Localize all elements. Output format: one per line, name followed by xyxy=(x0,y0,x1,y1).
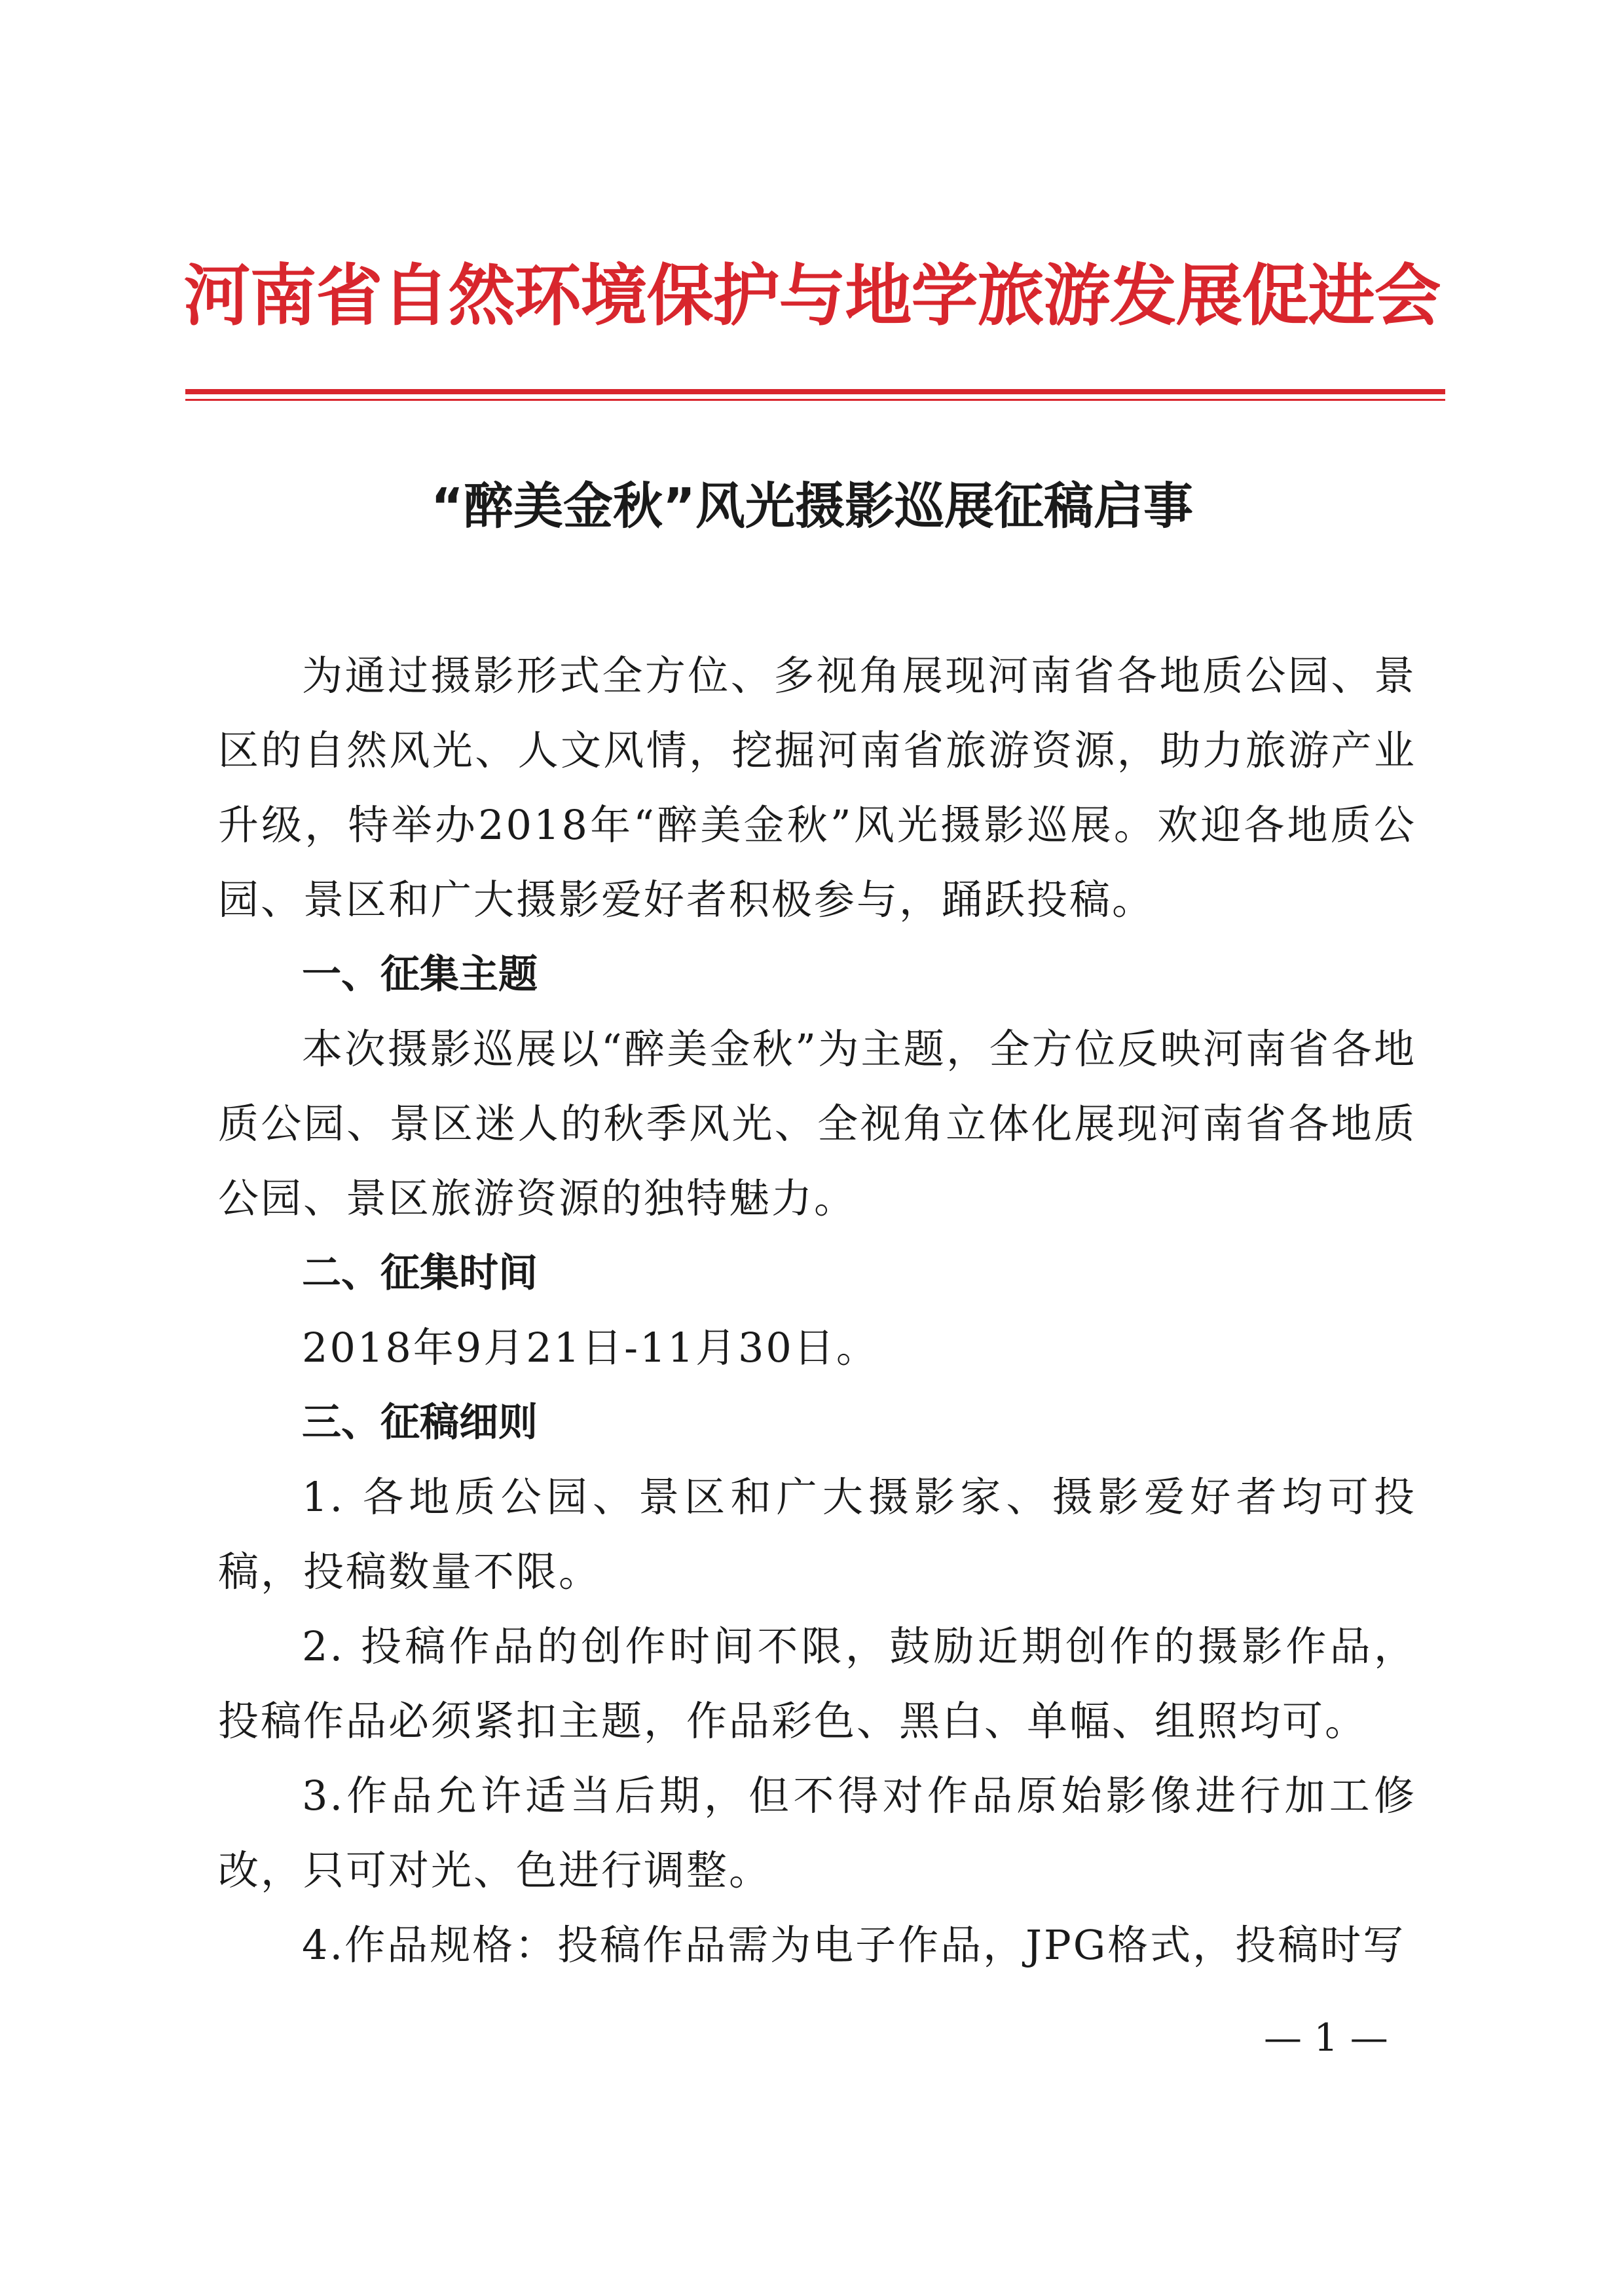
section-text-time: 2018年9月21日-11月30日。 xyxy=(302,1324,879,1371)
document-body xyxy=(218,639,1416,1983)
org-header: 河南省自然环境保护与地学旅游发展促进会 xyxy=(183,257,1441,335)
header-rule xyxy=(185,389,1445,394)
rule-item-4: 4.作品规格：投稿作品需为电子作品，JPG格式，投稿时写 xyxy=(302,1921,1406,1969)
section-heading-theme: 一、征集主题 xyxy=(302,952,538,998)
section-text-theme: 本次摄影巡展以“醉美金秋”为主题，全方位反映河南省各地质公园、景区迷人的秋季风光、全视角立体化展现河南省各地质公园、景区旅游资源的独特魅力。 xyxy=(218,1025,1416,1222)
section-heading-rules: 三、征稿细则 xyxy=(302,1400,538,1446)
rule-item-1: 1. 各地质公园、景区和广大摄影家、摄影爱好者均可投稿，投稿数量不限。 xyxy=(218,1473,1416,1595)
header-rule-thin xyxy=(185,399,1445,401)
intro-paragraph: 为通过摄影形式全方位、多视角展现河南省各地质公园、景区的自然风光、人文风情，挖掘河南省旅游资源，助力旅游产业升级，特举办2018年“醉美金秋”风光摄影巡展。欢迎各地质公园、景区和广大摄影爱好者积极参与，踊跃投稿。 xyxy=(218,652,1416,924)
section-heading-time: 二、征集时间 xyxy=(302,1250,538,1296)
document-title: “醉美金秋”风光摄影巡展征稿启事 xyxy=(431,477,1193,535)
page-number: — 1 — xyxy=(1264,2015,1388,2060)
rule-item-3: 3.作品允许适当后期，但不得对作品原始影像进行加工修改，只可对光、色进行调整。 xyxy=(218,1772,1416,1894)
rule-item-2: 2. 投稿作品的创作时间不限，鼓励近期创作的摄影作品，投稿作品必须紧扣主题，作品彩色、黑白、单幅、组照均可。 xyxy=(218,1622,1416,1745)
